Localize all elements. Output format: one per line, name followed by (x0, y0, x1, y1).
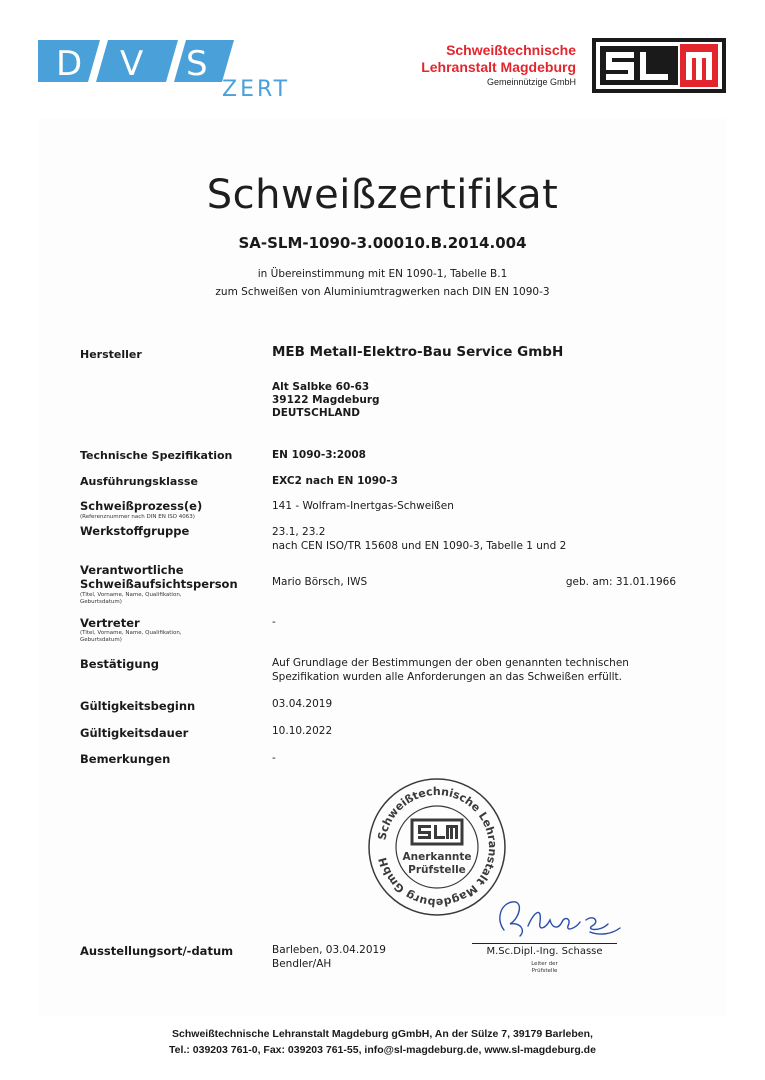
slm-name-line1: Schweißtechnische (446, 42, 576, 58)
certificate-intro (0, 265, 765, 301)
hersteller-label: Hersteller (80, 348, 142, 361)
dvs-letter-s: S (186, 44, 208, 84)
confirmation-value-line1: Auf Grundlage der Bestimmungen der oben genannten technischen (272, 657, 629, 669)
supervisor-birthdate: geb. am: 31.01.1966 (565, 576, 676, 588)
intro-line2: zum Schweißen von Aluminiumtragwerken nach DIN EN 1090-3 (215, 286, 550, 298)
supervisor-value: Mario Börsch, IWS (272, 576, 368, 588)
footer-line1: Schweißtechnische Lehranstalt Magdeburg gGmbH, An der Sülze 7, 39179 Barleben, (172, 1028, 593, 1040)
valid-until-label: Gültigkeitsdauer (80, 726, 189, 740)
footer-line2: Tel.: 039203 761-0, Fax: 039203 761-55, info@sl-magdeburg.de, www.sl-magdeburg.de (169, 1044, 596, 1056)
dvs-letter-d: D (56, 44, 83, 84)
issued-value-line2: Bendler/AH (272, 958, 332, 970)
svg-text:Schweißtechnische Lehranstalt (375, 785, 499, 909)
signature-line (472, 943, 617, 944)
certificate-title: Schweißzertifikat (206, 172, 559, 218)
supervisor-label-line2: Schweißaufsichtsperson (80, 577, 238, 591)
handwritten-signature (490, 892, 625, 942)
signatory-role-line1: Leiter der (531, 961, 558, 967)
deputy-sub-line2: Geburtsdatum) (80, 637, 122, 643)
tech-spec-value: EN 1090-3:2008 (272, 449, 366, 461)
process-value: 141 - Wolfram-Inertgas-Schweißen (272, 500, 454, 512)
dvs-letter-v: V (120, 44, 144, 84)
valid-from-value: 03.04.2019 (272, 698, 333, 710)
confirmation-value-line2: Spezifikation wurden alle Anforderungen an das Schweißen erfüllt. (272, 671, 623, 683)
issued-value-line1: Barleben, 03.04.2019 (272, 944, 386, 956)
material-value1: 23.1, 23.2 (272, 526, 326, 538)
deputy-value: - (272, 616, 276, 628)
hersteller-name: MEB Metall-Elektro-Bau Service GmbH (272, 344, 564, 360)
valid-from-label: Gültigkeitsbeginn (80, 699, 196, 713)
dvs-zert-logo (38, 40, 308, 100)
address-line3: DEUTSCHLAND (272, 407, 360, 419)
signatory-name: M.Sc.Dipl.-Ing. Schasse (486, 946, 603, 957)
deputy-label: Vertreter (80, 616, 140, 630)
official-stamp (366, 776, 508, 918)
remarks-value: - (272, 752, 276, 764)
dvs-zert-text: ZERT (222, 77, 291, 100)
remarks-label: Bemerkungen (80, 752, 171, 766)
signatory-role (472, 961, 617, 974)
class-label: Ausführungsklasse (80, 475, 198, 488)
address-line1: Alt Salbke 60-63 (272, 381, 370, 393)
stamp-ring-text: Schweißtechnische Lehranstalt Magdeburg GmbH (375, 784, 500, 910)
stamp-center-line1: Anerkannte (402, 851, 472, 863)
deputy-sub-line1: (Titel, Vorname, Name, Qualifikation, (80, 630, 182, 636)
material-value2: nach CEN ISO/TR 15608 und EN 1090-3, Tabelle 1 und 2 (272, 540, 567, 552)
tech-spec-label: Technische Spezifikation (80, 449, 233, 462)
issued-label: Ausstellungsort/-datum (80, 944, 234, 958)
footer (0, 1026, 765, 1058)
slm-company-name (400, 42, 576, 87)
supervisor-label-line1: Verantwortliche (80, 563, 184, 577)
material-label: Werkstoffgruppe (80, 524, 190, 538)
stamp-center-line2: Prüfstelle (408, 864, 466, 876)
confirmation-label: Bestätigung (80, 657, 159, 671)
supervisor-sub-line1: (Titel, Vorname, Name, Qualifikation, (80, 592, 182, 598)
intro-line1: in Übereinstimmung mit EN 1090-1, Tabelle B.1 (257, 268, 508, 280)
supervisor-sub-line2: Geburtsdatum) (80, 599, 122, 605)
certificate-number: SA-SLM-1090-3.00010.B.2014.004 (238, 234, 527, 252)
process-label: Schweißprozess(e) (80, 499, 203, 513)
slm-name-line2: Lehranstalt Magdeburg (421, 59, 576, 75)
class-value: EXC2 nach EN 1090-3 (272, 475, 398, 487)
valid-until-value: 10.10.2022 (272, 725, 333, 737)
signatory-role-line2: Prüfstelle (531, 967, 558, 974)
process-sub: (Referenznummer nach DIN EN ISO 4063) (80, 514, 195, 520)
address-line2: 39122 Magdeburg (272, 394, 380, 406)
slm-logo (592, 38, 726, 93)
slm-name-line3: Gemeinnützige GmbH (486, 77, 576, 87)
